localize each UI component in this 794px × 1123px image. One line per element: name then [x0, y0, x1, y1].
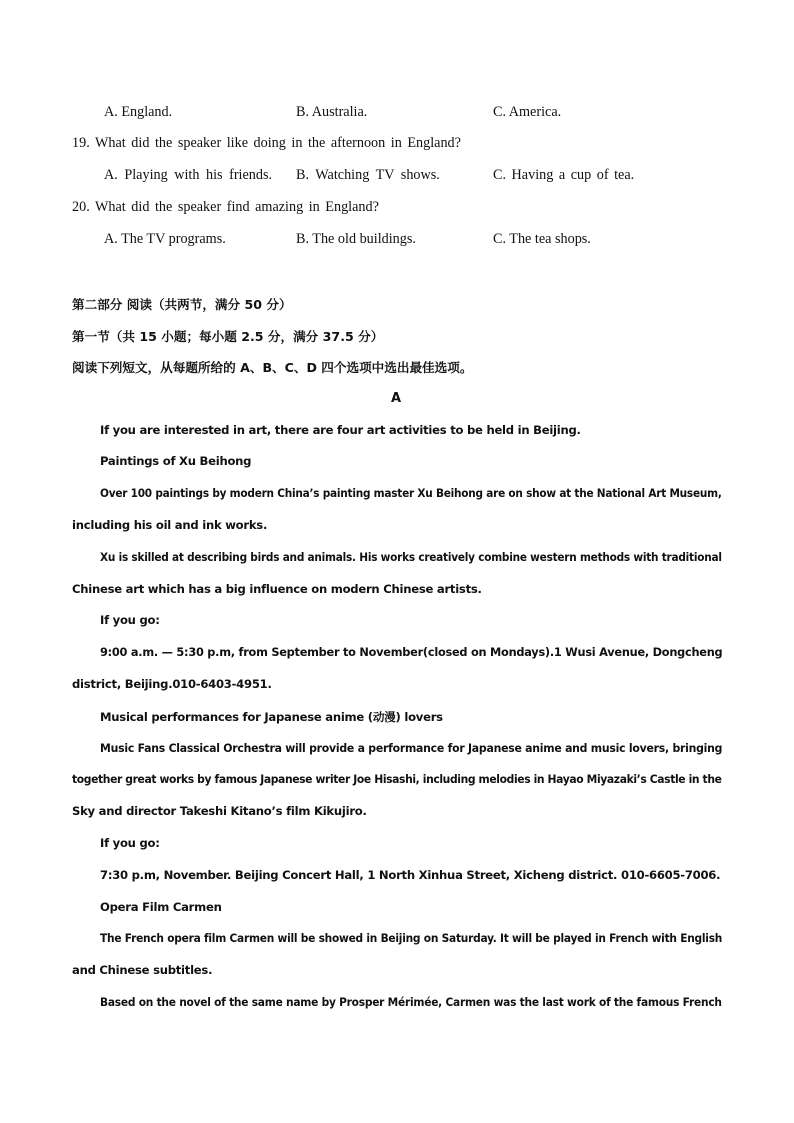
reading-instruction: 阅读下列短文，从每题所给的 A、B、C、D 四个选项中选出最佳选项。	[72, 360, 473, 375]
q19-option-a: A. Playing with his friends.	[104, 167, 273, 183]
passage-line: district, Beijing.010-6403-4951.	[72, 677, 272, 691]
passage-line: Music Fans Classical Orchestra will provide a performance for Japanese anime and music lovers, bringing	[100, 741, 723, 755]
q19-stem: 19. What did the speaker like doing in the afternoon in England?	[72, 135, 461, 151]
passage-subheading: Musical performances for Japanese anime (动漫) lovers	[100, 710, 443, 724]
passage-line: 7:30 p.m, November. Beijing Concert Hall, 1 North Xinhua Street, Xicheng district. 010-6605-7006.	[100, 868, 721, 882]
passage-line: together great works by famous Japanese writer Joe Hisashi, including melodies in Hayao Miyazaki’s Castle in the	[72, 772, 722, 786]
q19-option-c: C. Having a cup of tea.	[493, 167, 635, 183]
passage-line: including his oil and ink works.	[72, 518, 268, 532]
q18-option-c: C. America.	[493, 104, 562, 120]
passage-line: Sky and director Takeshi Kitano’s film Kikujiro.	[72, 804, 367, 818]
passage-line: Xu is skilled at describing birds and animals. His works creatively combine western methods with traditional	[100, 550, 722, 564]
passage-subheading: Opera Film Carmen	[100, 900, 222, 914]
q18-option-a: A. England.	[104, 104, 173, 120]
q19-option-b: B. Watching TV shows.	[296, 167, 440, 183]
q20-option-c: C. The tea shops.	[493, 231, 591, 247]
q20-option-a: A. The TV programs.	[104, 231, 226, 247]
q20-stem: 20. What did the speaker find amazing in England?	[72, 199, 379, 215]
passage-line: Chinese art which has a big influence on modern Chinese artists.	[72, 582, 482, 596]
passage-letter: A	[391, 391, 401, 406]
passage-subheading: Paintings of Xu Beihong	[100, 454, 252, 468]
passage-line: 9:00 a.m. — 5:30 p.m, from September to November(closed on Mondays).1 Wusi Avenue, Dongcheng	[100, 645, 723, 659]
passage-line: If you are interested in art, there are four art activities to be held in Beijing.	[100, 423, 581, 437]
passage-line: The French opera film Carmen will be showed in Beijing on Saturday. It will be played in French with English	[100, 931, 723, 945]
passage-line: If you go:	[100, 836, 160, 850]
passage-line: Over 100 paintings by modern China’s painting master Xu Beihong are on show at the National Art Museum,	[100, 486, 722, 500]
passage-line: If you go:	[100, 613, 160, 627]
q20-option-b: B. The old buildings.	[296, 231, 416, 247]
sub-title: 第一节（共 15 小题；每小题 2.5 分，满分 37.5 分）	[72, 329, 384, 344]
passage-line: Based on the novel of the same name by Prosper Mérimée, Carmen was the last work of the famous French	[100, 995, 722, 1009]
part-title: 第二部分 阅读（共两节，满分 50 分）	[72, 297, 292, 312]
passage-line: and Chinese subtitles.	[72, 963, 213, 977]
q18-option-b: B. Australia.	[296, 104, 368, 120]
